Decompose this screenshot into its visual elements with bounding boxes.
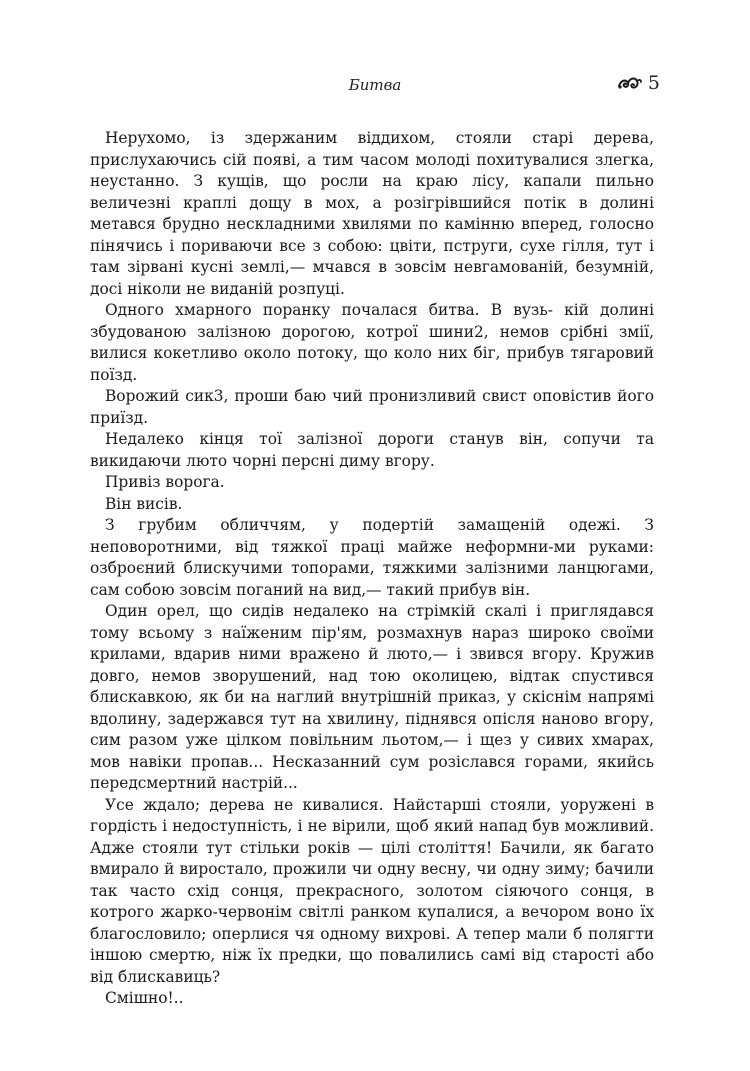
paragraph: Недалеко кінця тої залізної дороги станув він, сопучи та викидаючи люто чорні персні диму вгору. xyxy=(90,430,654,470)
page-number-block xyxy=(617,72,660,94)
paragraph: З грубим обличчям, у подертій замащеній одежі. З неповоротними, від тяжкої праці майже неформни-ми руками: озброєний блискучими топорами, тяжкими залізними ланцюгами, сам собою зовсім поганий на вид,— такий прибув він. xyxy=(90,516,654,599)
fleuron-icon xyxy=(617,74,643,92)
running-title: Битва xyxy=(348,76,402,94)
paragraph: Нерухомо, із здержаним віддихом, стояли старі дерева, прислухаючись сій появі, а тим часом молоді похитувалися злегка, неустанно. З кущів, що росли на краю лісу, капали пильно величезні краплі дощу в мох, а розігрівшийся потік в долині метався брудно нескладними хвилями по камінню вперед, голосно пінячись і пориваючи все з собою: цвіти, пструги, сухе гілля, тут і там зірвані кусні землі,— мчався в зовсім невгамованій, безумній, досі ніколи не виданій розпуці. xyxy=(90,129,654,298)
paragraph: Один орел, що сидів недалеко на стрімкій скалі і приглядався тому всьому з наїженим пір'ям, розмахнув нараз широко своїми крилами, вдарив ними вражено й люто,— і звився вгору. Кружив довго, немов зворушений, над тою околицею, відтак спустився блискавкою, як би на наглий внутрішній приказ, у скіснім напрямі вдолину, задержався тут на хвилину, піднявся опісля наново вгору, сим разом уже цілком повільним льотом,— і щез у сивих хмарах, мов навіки пропав... Несказанний сум розіслався горами, якийсь передсмертний настрій... xyxy=(90,602,654,792)
paragraph: Смішно!.. xyxy=(105,989,184,1007)
paragraph: Привіз ворога. xyxy=(105,473,225,491)
page-number: 5 xyxy=(647,72,660,94)
page-header xyxy=(90,72,660,102)
body-text xyxy=(90,128,654,1010)
paragraph: Одного хмарного поранку почалася битва. В вузь- кій долині збудованою залізною дорогою, котрої шини2, немов срібні змії, вилися кокетливо около потоку, що коло них біг, прибув тягаровий поїзд. xyxy=(90,301,654,384)
paragraph: Усе ждало; дерева не кивалися. Найстарші стояли, уоружені в гордість і недоступність, і не вірили, щоб який напад був можливий. Адже стояли тут стільки років — цілі століття! Бачили, як багато вмирало й виростало, прожили чи одну весну, чи одну зиму; бачили так часто схід сонця, прекрасного, золотом сіяючого сонця, в котрого жарко-червонім світлі ранком купалися, а вечором воно їх благословило; оперлися чя одному вихрові. А тепер мали б полягти іншою смертю, ніж їх предки, що повалились самі від старості або від блискавиць? xyxy=(90,795,654,986)
paragraph: Ворожий сик3, проши баю чий пронизливий свист оповістив його приїзд. xyxy=(90,387,654,427)
paragraph: Він висів. xyxy=(105,494,183,513)
